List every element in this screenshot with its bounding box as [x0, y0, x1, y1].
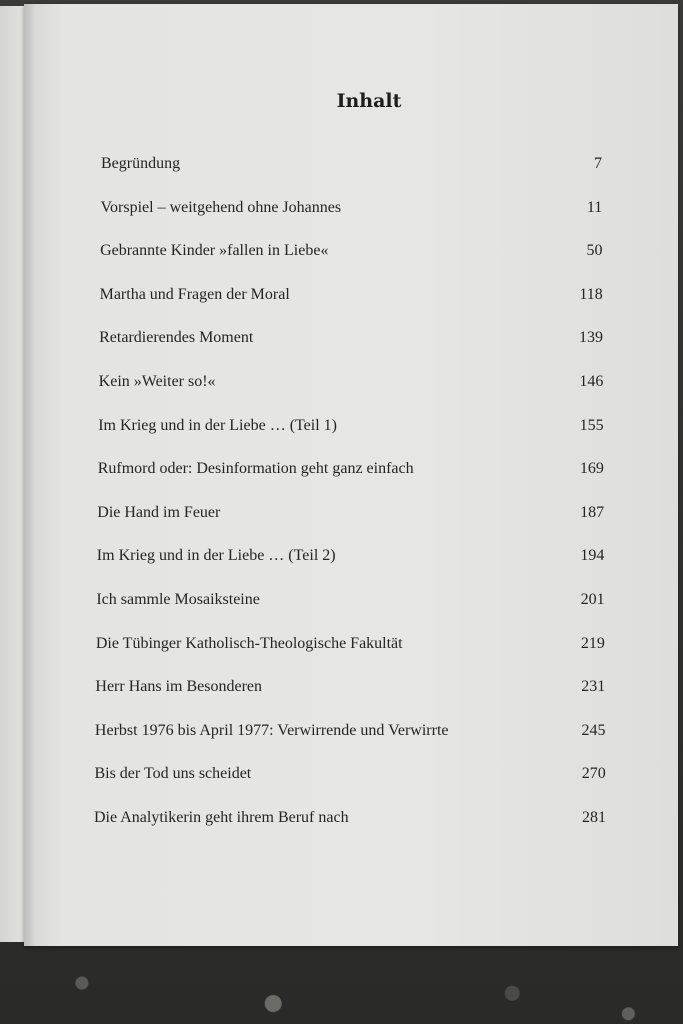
toc-entry-page: 231 [581, 678, 606, 696]
toc-entry [95, 721, 606, 741]
toc-entry-title: Herbst 1976 bis April 1977: Verwirrende und Verwirrte [94, 721, 449, 739]
toc-entry-title: Martha und Fragen der Moral [99, 285, 290, 303]
toc-entry-page: 281 [582, 809, 606, 826]
toc-entry-page: 118 [579, 285, 603, 303]
toc-entry [100, 285, 603, 305]
toc-entry-title: Retardierendes Moment [99, 329, 254, 347]
book-page [24, 4, 678, 946]
toc-entry [101, 198, 603, 218]
toc-entry-title: Gebrannte Kinder »fallen in Liebe« [100, 242, 329, 260]
toc-entry-page: 201 [580, 591, 605, 608]
toc-entry-page: 155 [579, 416, 604, 434]
toc-entry-title: Im Krieg und in der Liebe … (Teil 2) [96, 547, 336, 565]
toc-entry-page: 219 [580, 634, 605, 652]
toc-entry-title: Kein »Weiter so!« [98, 373, 216, 390]
toc-entry-title: Rufmord oder: Desinformation geht ganz einfach [97, 460, 414, 478]
toc-entry [99, 372, 604, 392]
toc-entry [96, 590, 604, 610]
toc-entry-page: 139 [579, 329, 604, 347]
toc-list [24, 4, 678, 946]
toc-entry [98, 459, 604, 479]
toc-entry [99, 328, 603, 348]
toc-entry-page: 187 [580, 503, 605, 521]
toc-entry-page: 245 [581, 721, 606, 739]
toc-entry-page: 146 [579, 373, 604, 390]
toc-entry-page: 194 [580, 547, 605, 565]
toc-entry-title: Im Krieg und in der Liebe … (Teil 1) [98, 416, 337, 434]
toc-entry-page: 11 [586, 198, 603, 216]
toc-entry-title: Begründung [101, 155, 181, 172]
toc-entry [100, 241, 602, 261]
toc-entry [95, 677, 605, 697]
toc-entry-title: Herr Hans im Besonderen [95, 678, 263, 696]
toc-heading: Inhalt [336, 90, 402, 112]
toc-entry [94, 764, 605, 784]
toc-entry-title: Die Tübinger Katholisch-Theologische Fakultät [95, 634, 403, 652]
toc-entry [97, 546, 605, 566]
toc-entry-title: Die Hand im Feuer [97, 503, 221, 521]
toc-entry-page: 50 [586, 242, 603, 260]
toc-entry-title: Bis der Tod uns scheidet [94, 765, 252, 783]
toc-entry-title: Vorspiel – weitgehend ohne Johannes [100, 198, 342, 216]
toc-entry-page: 169 [579, 460, 604, 478]
toc-entry [94, 808, 606, 828]
toc-entry [96, 634, 605, 654]
toc-entry-title: Ich sammle Mosaiksteine [96, 591, 260, 608]
toc-entry-title: Die Analytikerin geht ihrem Beruf nach [94, 809, 349, 826]
toc-entry [97, 503, 604, 523]
toc-entry-page: 7 [594, 155, 602, 172]
toc-entry [98, 416, 603, 436]
toc-entry-page: 270 [581, 765, 606, 783]
toc-entry [101, 154, 602, 174]
